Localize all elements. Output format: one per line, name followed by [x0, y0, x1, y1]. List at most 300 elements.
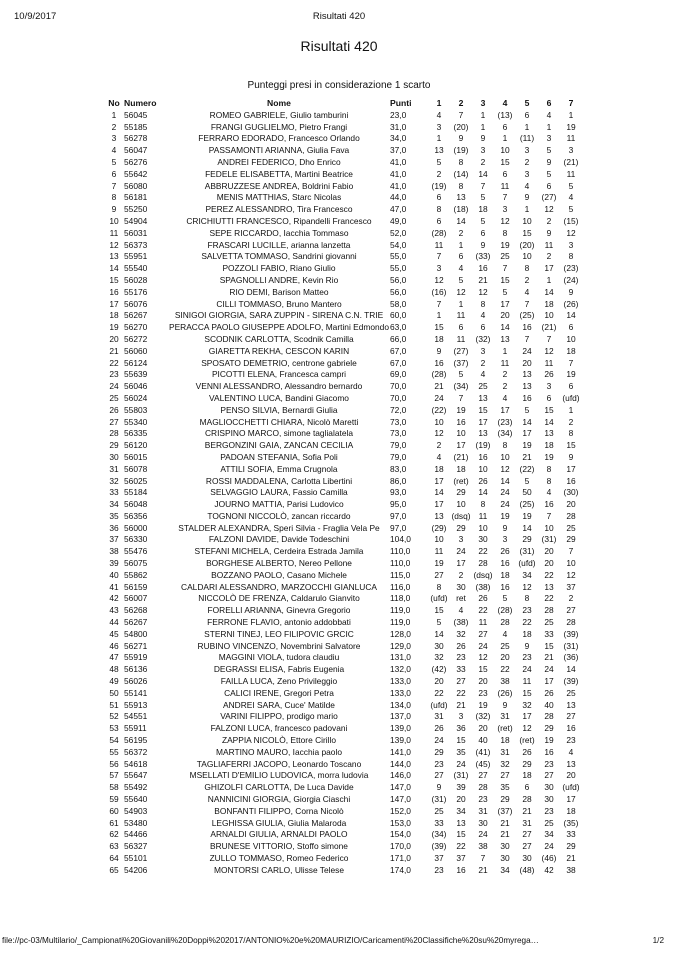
cell-race-1: 6 — [436, 192, 442, 203]
cell-race-2: (14) — [453, 168, 469, 179]
cell-race-3: 6 — [480, 227, 486, 238]
cell-race-4: 22 — [500, 664, 510, 675]
cell-race-2: 27 — [456, 676, 466, 687]
table-row — [104, 523, 582, 535]
table-row — [104, 145, 582, 157]
cell-race-6: 14 — [544, 286, 554, 297]
table-row — [104, 664, 582, 676]
cell-race-3: 9 — [480, 133, 486, 144]
cell-race-2: 32 — [456, 628, 466, 639]
cell-race-3: 24 — [478, 829, 488, 840]
cell-race-7: 29 — [566, 534, 576, 545]
cell-race-3: 8 — [480, 298, 486, 309]
cell-numero: 55913 — [124, 699, 148, 710]
cell-race-3: 7 — [480, 853, 486, 863]
cell-race-7: 5 — [568, 180, 574, 191]
table-row — [104, 381, 582, 393]
cell-numero: 56267 — [124, 310, 148, 321]
cell-race-6: 8 — [546, 463, 552, 474]
cell-nome: PADOAN STEFANIA, Sofia Poli — [220, 451, 338, 462]
cell-race-7: 28 — [566, 510, 576, 521]
cell-race-3: 3 — [480, 345, 486, 356]
cell-no: 54 — [109, 735, 119, 746]
cell-numero: 55101 — [124, 853, 148, 863]
cell-numero: 56047 — [124, 145, 148, 156]
cell-race-3: 26 — [478, 475, 488, 486]
cell-race-2: 15 — [456, 829, 466, 840]
cell-nome: ABBRUZZESE ANDREA, Boldrini Fabio — [204, 180, 354, 191]
cell-race-1: (28) — [431, 227, 447, 238]
cell-nome: GHIZOLFI CARLOTTA, De Luca Davide — [204, 782, 354, 793]
cell-no: 7 — [111, 180, 117, 191]
cell-punti: 133,0 — [390, 687, 411, 698]
cell-race-1: 1 — [436, 133, 442, 144]
cell-race-5: 4 — [524, 286, 530, 297]
cell-nome: NANNICINI GIORGIA, Giorgia Ciaschi — [207, 794, 351, 805]
cell-race-3: 12 — [478, 286, 488, 297]
cell-race-7: 13 — [566, 758, 576, 769]
cell-no: 53 — [109, 723, 119, 734]
cell-numero: 54618 — [124, 758, 148, 769]
cell-race-3: 17 — [478, 416, 488, 427]
cell-no: 20 — [109, 333, 119, 344]
cell-race-4: 7 — [502, 263, 508, 274]
cell-race-6: (21) — [541, 322, 557, 333]
cell-race-2: ret — [456, 593, 466, 604]
cell-nome: TAGLIAFERRI JACOPO, Leonardo Toscano — [196, 758, 362, 769]
cell-race-2: 9 — [458, 133, 464, 144]
cell-race-5: 24 — [522, 345, 532, 356]
cell-race-6: 20 — [544, 546, 554, 557]
cell-no: 50 — [109, 687, 119, 698]
cell-race-1: 2 — [436, 440, 442, 451]
cell-race-3: 6 — [480, 322, 486, 333]
cell-race-4: 6 — [502, 168, 508, 179]
cell-race-2: 17 — [456, 440, 466, 451]
cell-nome: BONFANTI FILIPPO, Corna Nicolò — [214, 805, 344, 816]
cell-race-6: 23 — [544, 758, 554, 769]
cell-race-5: (48) — [519, 864, 535, 875]
cell-nome: MENIS MATTHIAS, Starc Nicolas — [216, 192, 342, 203]
cell-race-5: 15 — [522, 227, 532, 238]
cell-race-2: (20) — [453, 121, 469, 132]
cell-punti: 134,0 — [390, 699, 411, 710]
cell-race-6: 8 — [546, 475, 552, 486]
cell-race-1: 20 — [434, 676, 444, 687]
table-row — [104, 534, 582, 546]
cell-numero: 55176 — [124, 286, 148, 297]
cell-race-3: 1 — [480, 109, 486, 120]
cell-nome: ARNALDI GIULIA, ARNALDI PAOLO — [210, 829, 348, 840]
cell-nome: SPOSATO DEMETRIO, centrone gabriele — [201, 357, 357, 368]
cell-race-5: (20) — [519, 239, 535, 250]
cell-race-1: (29) — [431, 522, 447, 533]
cell-race-4: 12 — [500, 215, 510, 226]
cell-race-1: 14 — [434, 487, 444, 498]
cell-race-1: 24 — [434, 735, 444, 746]
cell-nome: SALVETTA TOMMASO, Sandrini giovanni — [201, 251, 357, 262]
cell-race-6: 18 — [544, 298, 554, 309]
cell-race-4: (34) — [497, 428, 513, 439]
table-row — [104, 358, 582, 370]
cell-nome: PEREZ ALESSANDRO, Tira Francesco — [205, 204, 353, 215]
cell-no: 56 — [109, 758, 119, 769]
table-row — [104, 582, 582, 594]
cell-race-7: 9 — [568, 451, 574, 462]
cell-numero: 54903 — [124, 805, 148, 816]
cell-nome: MAGLIOCCHETTI CHIARA, Nicolò Maretti — [199, 416, 359, 427]
cell-race-2: 17 — [456, 558, 466, 569]
cell-race-6: 15 — [544, 640, 554, 651]
cell-race-7: 14 — [566, 664, 576, 675]
cell-race-1: (16) — [431, 286, 447, 297]
cell-race-2: 22 — [456, 687, 466, 698]
table-row — [104, 110, 582, 122]
cell-race-5: 24 — [522, 664, 532, 675]
cell-no: 28 — [109, 428, 119, 439]
cell-race-7: 28 — [566, 617, 576, 628]
cell-no: 60 — [109, 805, 119, 816]
cell-race-6: 2 — [546, 215, 552, 226]
cell-race-6: 6 — [546, 392, 552, 403]
cell-no: 62 — [109, 829, 119, 840]
cell-race-1: 24 — [434, 392, 444, 403]
table-header-row — [104, 98, 582, 110]
cell-no: 1 — [111, 109, 117, 120]
cell-race-6: 20 — [544, 558, 554, 569]
cell-numero: 55639 — [124, 369, 148, 380]
cell-race-4: 9 — [502, 699, 508, 710]
cell-race-1: 30 — [434, 640, 444, 651]
cell-nome: TOGNONI NICCOLÒ, zancan riccardo — [207, 510, 351, 521]
cell-race-4: 8 — [502, 440, 508, 451]
table-row — [104, 369, 582, 381]
cell-race-3: 30 — [478, 817, 488, 828]
column-header-punti: Punti — [390, 98, 412, 108]
cell-race-2: 33 — [456, 664, 466, 675]
cell-nome: SELVAGGIO LAURA, Fassio Camilla — [210, 487, 348, 498]
cell-race-4: 13 — [500, 333, 510, 344]
cell-nome: MSELLATI D'EMILIO LUDOVICA, morra ludovia — [189, 770, 369, 781]
cell-race-2: 13 — [456, 817, 466, 828]
cell-race-6: 10 — [544, 310, 554, 321]
cell-race-2: 29 — [456, 522, 466, 533]
cell-punti: 97,0 — [390, 522, 407, 533]
cell-race-7: 4 — [568, 192, 574, 203]
print-date: 10/9/2017 — [14, 11, 57, 22]
cell-race-5: 50 — [522, 487, 532, 498]
table-row — [104, 794, 582, 806]
cell-race-6: 1 — [546, 121, 552, 132]
cell-race-4: (23) — [497, 416, 513, 427]
cell-race-7: 20 — [566, 770, 576, 781]
table-row — [104, 747, 582, 759]
cell-race-1: 37 — [434, 853, 444, 863]
cell-no: 42 — [109, 593, 119, 604]
cell-race-7: (39) — [563, 628, 579, 639]
cell-nome: LEGHISSA GIULIA, Giulia Malaroda — [211, 817, 347, 828]
cell-race-7: 4 — [568, 746, 574, 757]
cell-race-1: 5 — [436, 617, 442, 628]
cell-nome: BRUNESE VITTORIO, Stoffo simone — [210, 841, 348, 852]
cell-nome: FERRONE FLAVIO, antonio addobbati — [207, 617, 351, 628]
table-row — [104, 558, 582, 570]
cell-race-3: 38 — [478, 841, 488, 852]
cell-race-3: 26 — [478, 593, 488, 604]
table-row — [104, 251, 582, 263]
cell-punti: 93,0 — [390, 487, 407, 498]
cell-no: 24 — [109, 381, 119, 392]
cell-race-2: 26 — [456, 640, 466, 651]
cell-race-6: 23 — [544, 805, 554, 816]
cell-numero: 56046 — [124, 381, 148, 392]
cell-race-3: 4 — [480, 310, 486, 321]
cell-race-5: 14 — [522, 522, 532, 533]
column-header-race-2: 2 — [458, 98, 464, 108]
cell-numero: 55540 — [124, 263, 148, 274]
cell-no: 11 — [109, 227, 119, 238]
cell-numero: 54466 — [124, 829, 148, 840]
cell-nome: PERACCA PAOLO GIUSEPPE ADOLFO, Martini Edmondo — [169, 322, 389, 333]
cell-no: 13 — [109, 251, 119, 262]
cell-no: 44 — [109, 617, 119, 628]
cell-race-7: (30) — [563, 487, 579, 498]
cell-race-1: 15 — [434, 322, 444, 333]
cell-nome: FRASCARI LUCILLE, arianna lanzetta — [207, 239, 351, 250]
cell-race-7: (23) — [563, 263, 579, 274]
cell-race-4: 24 — [500, 487, 510, 498]
cell-numero: 56078 — [124, 463, 148, 474]
cell-no: 51 — [109, 699, 119, 710]
cell-numero: 54206 — [124, 864, 148, 875]
cell-race-1: 14 — [434, 628, 444, 639]
cell-race-1: (34) — [431, 829, 447, 840]
cell-race-6: 13 — [544, 581, 554, 592]
cell-race-4: 20 — [500, 310, 510, 321]
cell-punti: 174,0 — [390, 864, 411, 875]
cell-race-4: 12 — [500, 463, 510, 474]
cell-race-1: 9 — [436, 782, 442, 793]
cell-race-5: 13 — [522, 381, 532, 392]
cell-race-2: 19 — [456, 404, 466, 415]
cell-numero: 55340 — [124, 416, 148, 427]
cell-punti: 147,0 — [390, 794, 411, 805]
cell-no: 58 — [109, 782, 119, 793]
cell-race-2: 6 — [458, 322, 464, 333]
cell-race-3: 30 — [478, 534, 488, 545]
cell-punti: 67,0 — [390, 357, 407, 368]
cell-race-4: 20 — [500, 652, 510, 663]
cell-race-6: (46) — [541, 853, 557, 863]
cell-race-7: 37 — [566, 581, 576, 592]
cell-race-3: 2 — [480, 357, 486, 368]
cell-race-7: 25 — [566, 522, 576, 533]
cell-race-4: 24 — [500, 499, 510, 510]
cell-race-2: 3 — [458, 534, 464, 545]
cell-race-5: 7 — [524, 333, 530, 344]
cell-race-6: 5 — [546, 145, 552, 156]
cell-race-6: (27) — [541, 192, 557, 203]
cell-race-4: 3 — [502, 204, 508, 215]
cell-race-1: (22) — [431, 404, 447, 415]
table-row — [104, 299, 582, 311]
table-row — [104, 133, 582, 145]
cell-race-6: 24 — [544, 841, 554, 852]
table-row — [104, 487, 582, 499]
cell-race-4: 30 — [500, 853, 510, 863]
cell-race-2: 15 — [456, 735, 466, 746]
cell-race-1: 3 — [436, 121, 442, 132]
cell-no: 37 — [109, 534, 119, 545]
cell-race-4: 31 — [500, 711, 510, 722]
cell-no: 2 — [111, 121, 117, 132]
cell-race-6: (31) — [541, 534, 557, 545]
cell-no: 63 — [109, 841, 119, 852]
cell-punti: 72,0 — [390, 404, 407, 415]
table-row — [104, 240, 582, 252]
cell-no: 33 — [109, 487, 119, 498]
cell-punti: 79,0 — [390, 451, 407, 462]
cell-race-5: 12 — [522, 581, 532, 592]
cell-nome: FAILLA LUCA, Zeno Privileggio — [220, 676, 338, 687]
cell-race-4: 11 — [500, 357, 510, 368]
cell-race-1: 31 — [434, 711, 444, 722]
cell-race-2: 14 — [456, 215, 466, 226]
cell-numero: 56076 — [124, 298, 148, 309]
cell-punti: 131,0 — [390, 652, 411, 663]
cell-race-1: (ufd) — [430, 593, 448, 604]
cell-race-7: 8 — [568, 251, 574, 262]
cell-race-5: 6 — [524, 109, 530, 120]
cell-race-5: 29 — [522, 758, 532, 769]
cell-race-7: 1 — [568, 109, 574, 120]
cell-race-7: 38 — [566, 864, 576, 875]
cell-no: 23 — [109, 369, 119, 380]
cell-punti: 34,0 — [390, 133, 407, 144]
cell-race-6: 17 — [544, 263, 554, 274]
column-header-race-7: 7 — [568, 98, 574, 108]
cell-race-3: 13 — [478, 428, 488, 439]
cell-race-3: 12 — [478, 652, 488, 663]
cell-race-7: (24) — [563, 274, 579, 285]
cell-race-6: 14 — [544, 416, 554, 427]
cell-race-5: 16 — [522, 322, 532, 333]
cell-race-1: 16 — [434, 357, 444, 368]
cell-race-7: 2 — [568, 593, 574, 604]
cell-no: 35 — [109, 510, 119, 521]
cell-race-5: 15 — [522, 687, 532, 698]
cell-race-4: 11 — [500, 180, 510, 191]
cell-race-2: 39 — [456, 782, 466, 793]
cell-race-1: 18 — [434, 463, 444, 474]
cell-race-1: 17 — [434, 475, 444, 486]
cell-race-4: (13) — [497, 109, 513, 120]
cell-race-6: 7 — [546, 333, 552, 344]
cell-nome: GIARETTA REKHA, CESCON KARIN — [208, 345, 350, 356]
table-row — [104, 570, 582, 582]
cell-race-1: 27 — [434, 569, 444, 580]
cell-numero: 56372 — [124, 746, 148, 757]
cell-race-4: (37) — [497, 805, 513, 816]
cell-race-6: 17 — [544, 676, 554, 687]
cell-race-5: 17 — [522, 711, 532, 722]
table-row — [104, 417, 582, 429]
cell-race-6: 40 — [544, 699, 554, 710]
cell-race-5: 6 — [524, 782, 530, 793]
cell-race-7: 17 — [566, 463, 576, 474]
cell-nome: CILLI TOMMASO, Bruno Mantero — [216, 298, 342, 309]
cell-race-7: 11 — [566, 168, 576, 179]
cell-nome: SCODNIK CARLOTTA, Scodnik Camilla — [204, 333, 354, 344]
cell-nome: NICCOLÒ DE FRENZA, Caldarulo Gianvito — [198, 593, 360, 604]
cell-no: 36 — [109, 522, 119, 533]
cell-punti: 31,0 — [390, 121, 407, 132]
cell-race-4: 21 — [500, 829, 510, 840]
cell-numero: 56268 — [124, 605, 148, 616]
cell-race-3: 9 — [480, 239, 486, 250]
table-row — [104, 157, 582, 169]
cell-race-2: 36 — [456, 723, 466, 734]
cell-nome: STERNI TINEJ, LEO FILIPOVIC GRCIC — [204, 628, 354, 639]
cell-numero: 56276 — [124, 156, 148, 167]
cell-punti: 119,0 — [390, 605, 411, 616]
table-row — [104, 829, 582, 841]
cell-race-1: 6 — [436, 215, 442, 226]
cell-race-3: 7 — [480, 180, 486, 191]
cell-race-5: 8 — [524, 593, 530, 604]
cell-race-1: (19) — [431, 180, 447, 191]
cell-numero: 56136 — [124, 664, 148, 675]
page-subtitle: Punteggi presi in considerazione 1 scarto — [247, 80, 431, 91]
cell-race-2: 6 — [458, 251, 464, 262]
cell-no: 21 — [109, 345, 119, 356]
cell-race-3: 31 — [478, 805, 488, 816]
cell-race-1: 32 — [434, 652, 444, 663]
cell-race-5: 5 — [524, 404, 530, 415]
cell-nome: ZAPPIA NICOLÒ, Ettore Cirillo — [221, 735, 337, 746]
cell-race-1: 12 — [434, 274, 444, 285]
cell-punti: 110,0 — [390, 558, 411, 569]
table-row — [104, 641, 582, 653]
cell-punti: 146,0 — [390, 770, 411, 781]
cell-race-1: 4 — [436, 109, 442, 120]
cell-race-4: (ret) — [497, 723, 513, 734]
cell-nome: CRISPINO MARCO, simone taglialatela — [204, 428, 353, 439]
cell-race-1: 25 — [434, 805, 444, 816]
table-row — [104, 216, 582, 228]
page-title: Risultati 420 — [300, 38, 378, 54]
cell-race-3: (45) — [475, 758, 491, 769]
cell-no: 61 — [109, 817, 119, 828]
cell-numero: 56031 — [124, 227, 148, 238]
cell-race-6: 27 — [544, 770, 554, 781]
cell-punti: 63,0 — [390, 322, 407, 333]
cell-no: 43 — [109, 605, 119, 616]
cell-race-1: (ufd) — [430, 699, 448, 710]
cell-race-4: 25 — [500, 640, 510, 651]
cell-race-5: 13 — [522, 369, 532, 380]
table-row — [104, 617, 582, 629]
cell-race-1: 33 — [434, 817, 444, 828]
table-row — [104, 452, 582, 464]
cell-no: 5 — [111, 156, 117, 167]
table-row — [104, 593, 582, 605]
cell-race-1: 13 — [434, 510, 444, 521]
cell-race-1: 11 — [434, 546, 444, 557]
table-row — [104, 711, 582, 723]
cell-punti: 152,0 — [390, 805, 411, 816]
footer-page-number: 1/2 — [652, 936, 664, 945]
